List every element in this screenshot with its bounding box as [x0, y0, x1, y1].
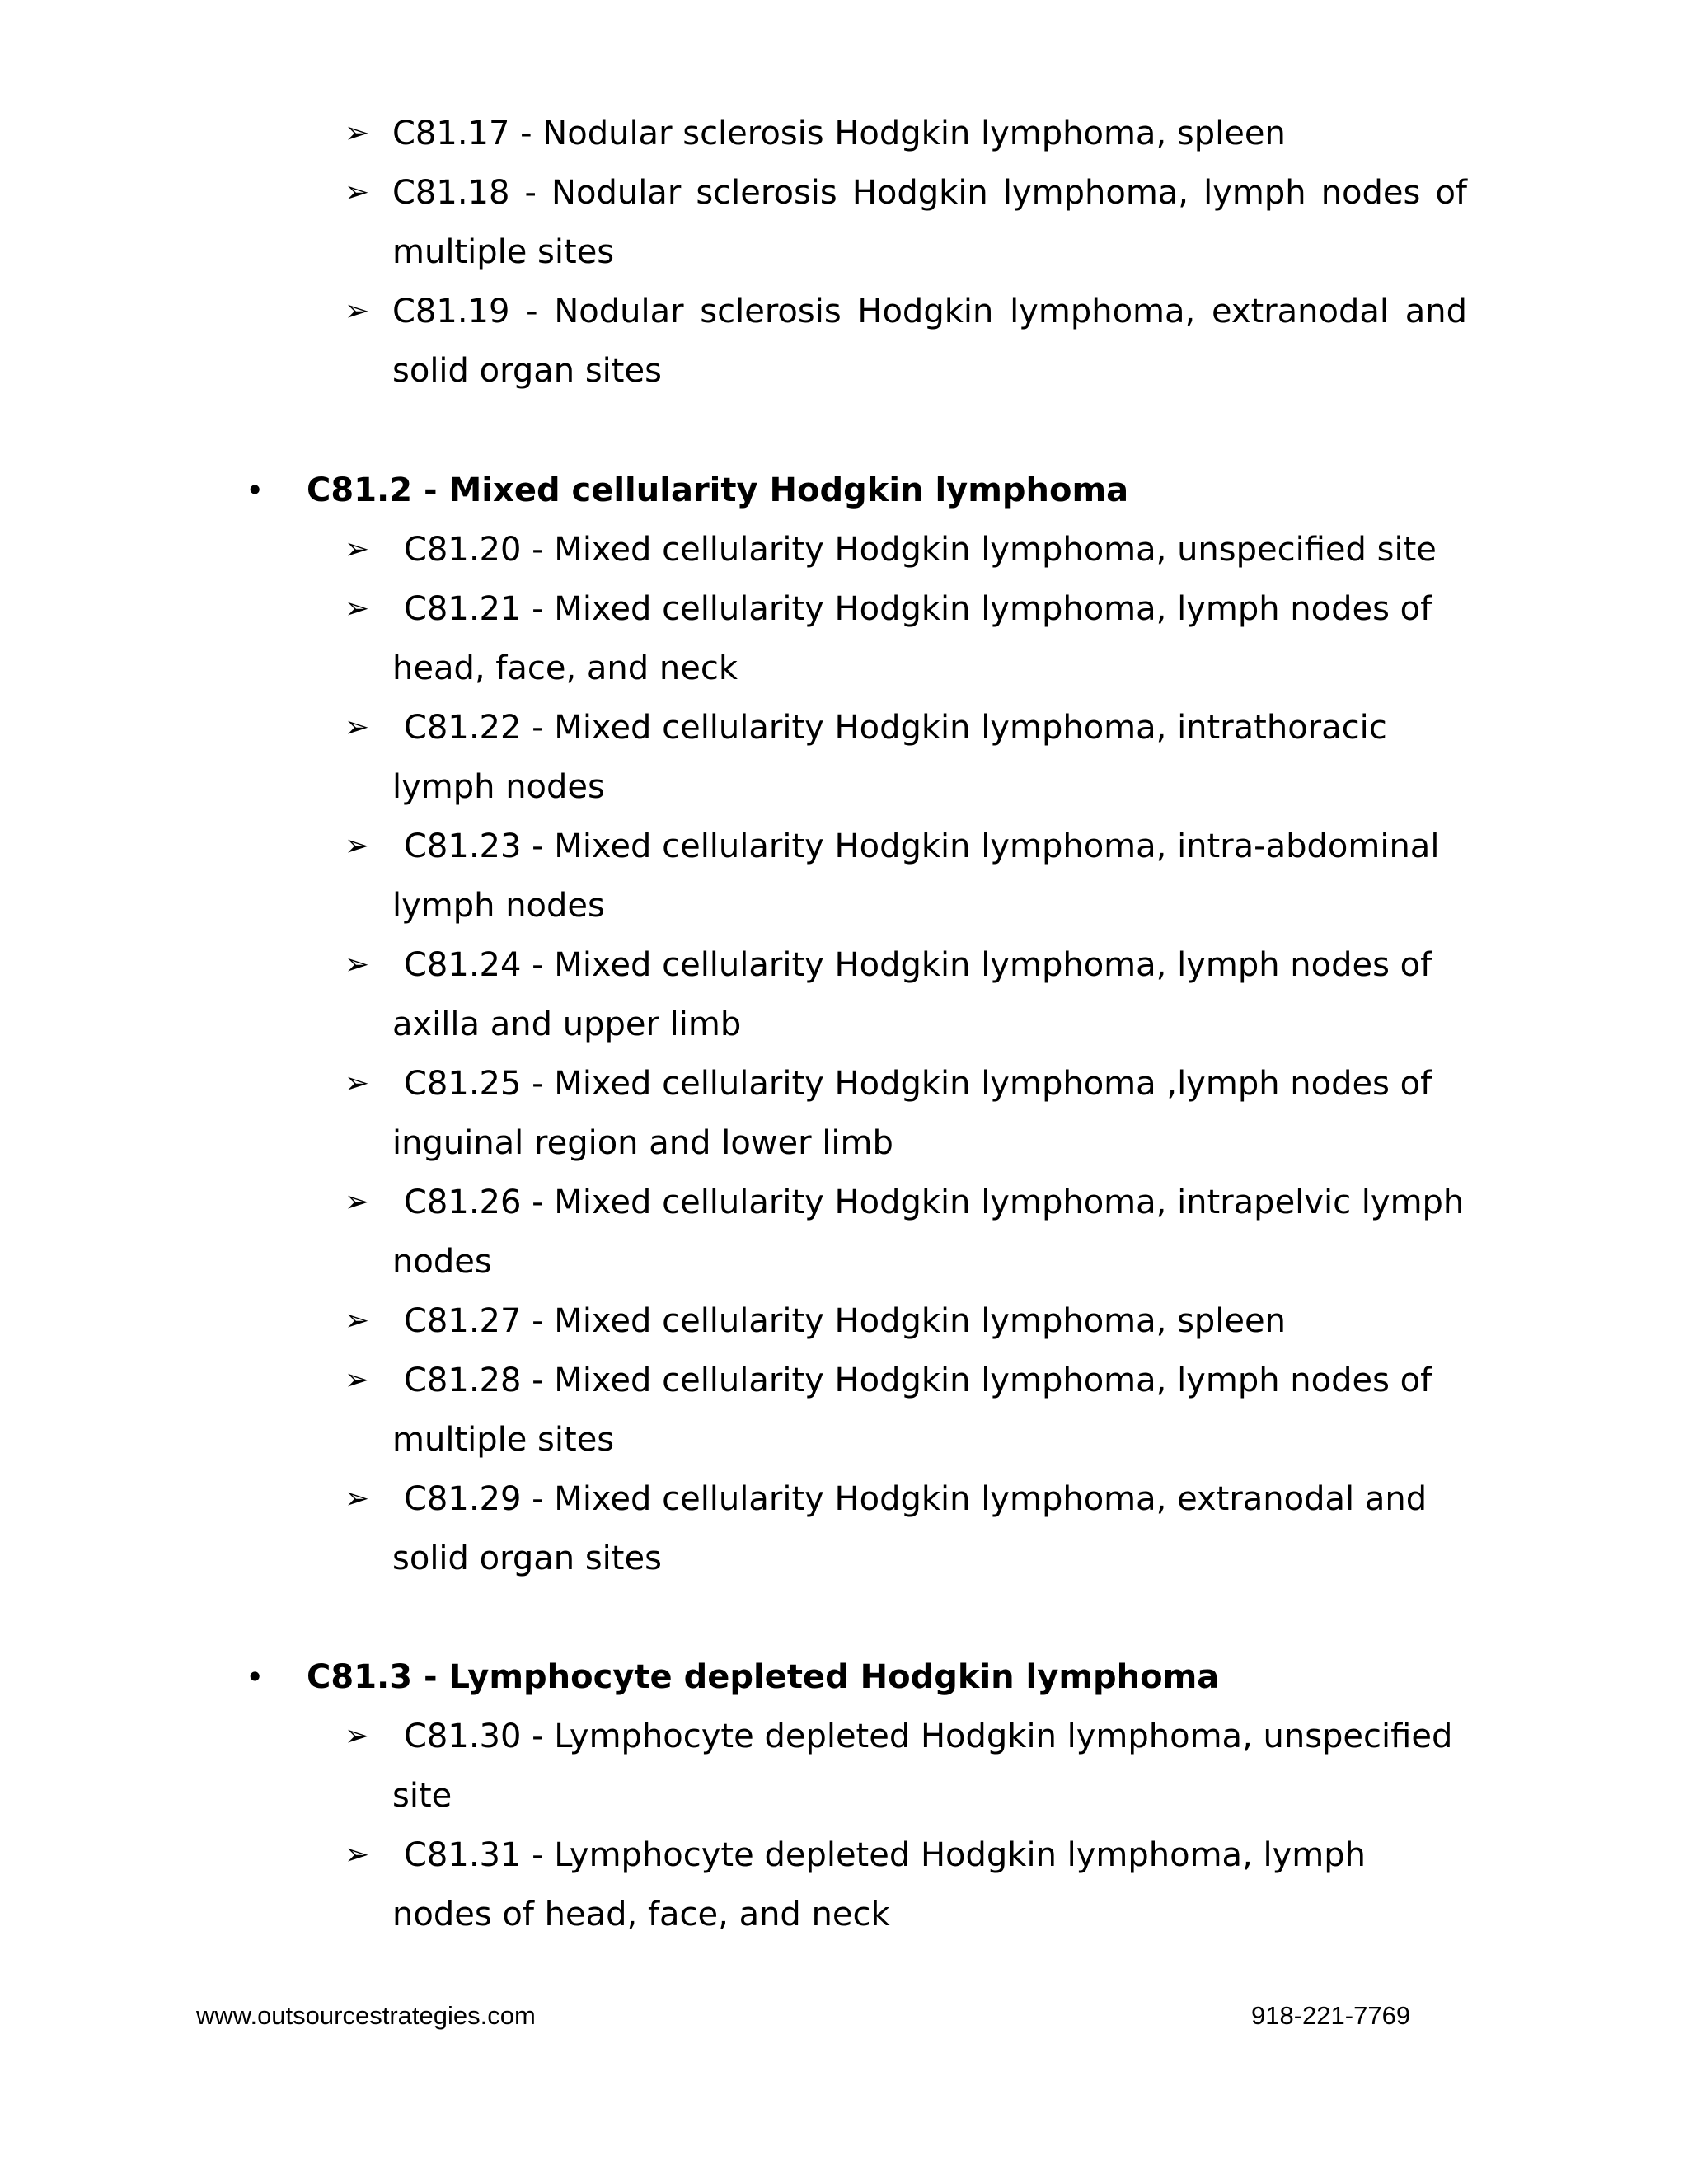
- list-item: C81.21 - Mixed cellularity Hodgkin lymphoma, lymph nodes of: [404, 590, 1432, 628]
- arrow-bullet-icon: ➢: [345, 1719, 370, 1753]
- arrow-bullet-icon: ➢: [345, 1066, 370, 1100]
- arrow-bullet-icon: ➢: [345, 592, 370, 626]
- list-item: C81.31 - Lymphocyte depleted Hodgkin lymphoma, lymph: [404, 1836, 1366, 1874]
- footer-website-link[interactable]: www.outsourcestrategies.com: [196, 2001, 536, 2030]
- list-item-continuation: solid organ sites: [392, 352, 662, 390]
- arrow-bullet-icon: ➢: [345, 176, 370, 209]
- list-item-continuation: nodes: [392, 1243, 492, 1281]
- arrow-bullet-icon: ➢: [345, 829, 370, 863]
- list-item-continuation: multiple sites: [392, 233, 615, 271]
- footer-phone: 918-221-7769: [1251, 2001, 1411, 2030]
- list-item-continuation: head, face, and neck: [392, 649, 738, 687]
- list-item: C81.19 - Nodular sclerosis Hodgkin lymphoma, extranodal and: [392, 293, 1467, 330]
- section-heading: C81.2 - Mixed cellularity Hodgkin lymphoma: [307, 471, 1129, 509]
- list-item: C81.24 - Mixed cellularity Hodgkin lymphoma, lymph nodes of: [404, 946, 1432, 984]
- list-item-continuation: inguinal region and lower limb: [392, 1124, 893, 1162]
- list-item: C81.28 - Mixed cellularity Hodgkin lymphoma, lymph nodes of: [404, 1361, 1432, 1399]
- list-item: C81.30 - Lymphocyte depleted Hodgkin lymphoma, unspecified: [404, 1718, 1453, 1755]
- arrow-bullet-icon: ➢: [345, 710, 370, 744]
- section-heading: C81.3 - Lymphocyte depleted Hodgkin lymphoma: [307, 1658, 1220, 1696]
- arrow-bullet-icon: ➢: [345, 532, 370, 566]
- list-item: C81.27 - Mixed cellularity Hodgkin lymphoma, spleen: [404, 1302, 1286, 1340]
- list-item: C81.23 - Mixed cellularity Hodgkin lymphoma, intra-abdominal: [404, 827, 1440, 865]
- list-item-continuation: lymph nodes: [392, 887, 605, 925]
- list-item: C81.18 - Nodular sclerosis Hodgkin lymphoma, lymph nodes of: [392, 174, 1467, 212]
- list-item-continuation: axilla and upper limb: [392, 1005, 742, 1043]
- arrow-bullet-icon: ➢: [345, 1304, 370, 1338]
- arrow-bullet-icon: ➢: [345, 116, 370, 150]
- list-item-continuation: site: [392, 1777, 452, 1815]
- arrow-bullet-icon: ➢: [345, 294, 370, 328]
- list-item: C81.22 - Mixed cellularity Hodgkin lymphoma, intrathoracic: [404, 709, 1387, 747]
- list-item: C81.20 - Mixed cellularity Hodgkin lymphoma, unspecified site: [404, 531, 1437, 569]
- arrow-bullet-icon: ➢: [345, 1363, 370, 1397]
- arrow-bullet-icon: ➢: [345, 1482, 370, 1516]
- list-item-continuation: nodes of head, face, and neck: [392, 1896, 890, 1933]
- arrow-bullet-icon: ➢: [345, 1838, 370, 1872]
- list-item: C81.25 - Mixed cellularity Hodgkin lymphoma ,lymph nodes of: [404, 1065, 1432, 1103]
- arrow-bullet-icon: ➢: [345, 948, 370, 982]
- list-item-continuation: solid organ sites: [392, 1540, 662, 1577]
- list-item-continuation: lymph nodes: [392, 768, 605, 806]
- list-item: C81.26 - Mixed cellularity Hodgkin lymphoma, intrapelvic lymph: [404, 1183, 1465, 1221]
- list-item: C81.29 - Mixed cellularity Hodgkin lymphoma, extranodal and: [404, 1480, 1428, 1518]
- round-bullet-icon: •: [246, 1659, 265, 1695]
- arrow-bullet-icon: ➢: [345, 1185, 370, 1219]
- round-bullet-icon: •: [246, 472, 265, 509]
- list-item-continuation: multiple sites: [392, 1421, 615, 1459]
- list-item: C81.17 - Nodular sclerosis Hodgkin lymphoma, spleen: [392, 115, 1286, 152]
